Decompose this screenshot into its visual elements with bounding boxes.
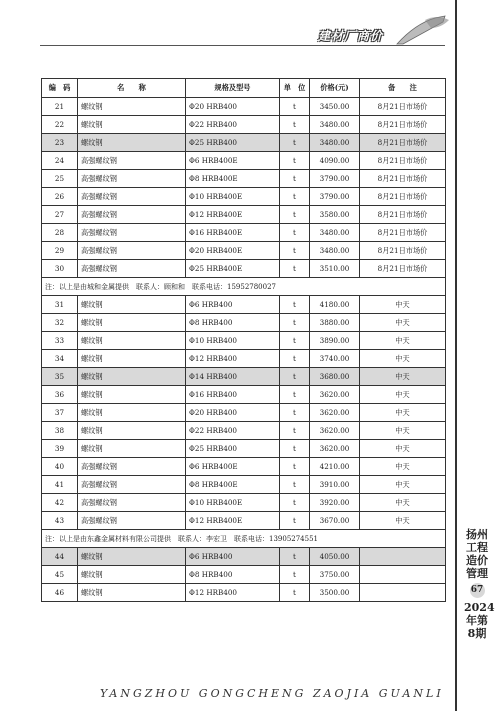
table-row — [42, 548, 446, 566]
cell-spec: Φ6 HRB400 — [186, 296, 280, 314]
cell-price: 3790.00 — [310, 170, 360, 188]
cell-note: 中天 — [360, 368, 446, 386]
table-row — [42, 242, 446, 260]
cell-code: 44 — [42, 548, 78, 566]
cell-code: 37 — [42, 404, 78, 422]
cell-note — [360, 584, 446, 602]
cell-price: 3480.00 — [310, 224, 360, 242]
cell-code: 26 — [42, 188, 78, 206]
cell-code: 22 — [42, 116, 78, 134]
cell-code: 31 — [42, 296, 78, 314]
cell-unit: t — [280, 440, 310, 458]
table-row — [42, 404, 446, 422]
table-row — [42, 422, 446, 440]
cell-name: 螺纹钢 — [78, 566, 186, 584]
cell-name: 螺纹钢 — [78, 314, 186, 332]
cell-name: 螺纹钢 — [78, 584, 186, 602]
cell-unit: t — [280, 368, 310, 386]
cell-name: 高强螺纹钢 — [78, 188, 186, 206]
cell-code: 38 — [42, 422, 78, 440]
cell-unit: t — [280, 332, 310, 350]
cell-note: 中天 — [360, 386, 446, 404]
cell-note: 8月21日市场价 — [360, 98, 446, 116]
cell-unit: t — [280, 206, 310, 224]
cell-spec: Φ6 HRB400E — [186, 152, 280, 170]
cell-name: 高强螺纹钢 — [78, 224, 186, 242]
cell-name: 高强螺纹钢 — [78, 476, 186, 494]
cell-note: 中天 — [360, 494, 446, 512]
cell-name: 螺纹钢 — [78, 422, 186, 440]
cell-name: 螺纹钢 — [78, 116, 186, 134]
cell-name: 螺纹钢 — [78, 368, 186, 386]
table-row — [42, 98, 446, 116]
cell-spec: Φ8 HRB400E — [186, 170, 280, 188]
cell-code: 46 — [42, 584, 78, 602]
cell-spec: Φ8 HRB400 — [186, 314, 280, 332]
table-row — [42, 440, 446, 458]
cell-note: 中天 — [360, 476, 446, 494]
cell-price: 3620.00 — [310, 386, 360, 404]
cell-code: 32 — [42, 314, 78, 332]
cell-note: 中天 — [360, 422, 446, 440]
supplier-note: 注：以上是由城和金属提供 联系人：顾和和 联系电话：15952780027 — [42, 278, 446, 296]
cell-code: 34 — [42, 350, 78, 368]
cell-unit: t — [280, 548, 310, 566]
cell-note: 8月21日市场价 — [360, 152, 446, 170]
cell-spec: Φ25 HRB400 — [186, 440, 280, 458]
cell-spec: Φ20 HRB400 — [186, 98, 280, 116]
cell-name: 螺纹钢 — [78, 386, 186, 404]
cell-price: 4180.00 — [310, 296, 360, 314]
cell-name: 螺纹钢 — [78, 404, 186, 422]
cell-price: 3920.00 — [310, 494, 360, 512]
cell-note: 8月21日市场价 — [360, 260, 446, 278]
header-rule — [40, 45, 445, 46]
cell-spec: Φ10 HRB400E — [186, 494, 280, 512]
cell-note: 中天 — [360, 296, 446, 314]
cell-unit: t — [280, 458, 310, 476]
cell-spec: Φ16 HRB400 — [186, 386, 280, 404]
section-brand-title: 建材厂商价 — [318, 29, 384, 43]
cell-spec: Φ10 HRB400E — [186, 188, 280, 206]
cell-price: 3510.00 — [310, 260, 360, 278]
cell-note: 中天 — [360, 350, 446, 368]
cell-note: 8月21日市场价 — [360, 206, 446, 224]
cell-name: 高强螺纹钢 — [78, 170, 186, 188]
cell-unit: t — [280, 224, 310, 242]
supplier-note-row — [42, 278, 446, 296]
table-row — [42, 170, 446, 188]
cell-spec: Φ12 HRB400E — [186, 512, 280, 530]
table-row — [42, 314, 446, 332]
cell-unit: t — [280, 494, 310, 512]
cell-price: 3790.00 — [310, 188, 360, 206]
cell-unit: t — [280, 350, 310, 368]
supplier-note-row — [42, 530, 446, 548]
cell-note: 8月21日市场价 — [360, 134, 446, 152]
cell-note: 中天 — [360, 404, 446, 422]
table-row — [42, 584, 446, 602]
cell-spec: Φ10 HRB400 — [186, 332, 280, 350]
cell-name: 高强螺纹钢 — [78, 152, 186, 170]
footer-pinyin: YANGZHOU GONGCHENG ZAOJIA GUANLI — [100, 687, 444, 700]
cell-name: 螺纹钢 — [78, 98, 186, 116]
cell-price: 3450.00 — [310, 98, 360, 116]
table-row — [42, 206, 446, 224]
cell-name: 高强螺纹钢 — [78, 494, 186, 512]
cell-unit: t — [280, 134, 310, 152]
col-header-code: 编 码 — [42, 79, 78, 98]
side-rule — [455, 0, 457, 711]
cell-code: 43 — [42, 512, 78, 530]
cell-unit: t — [280, 152, 310, 170]
cell-code: 41 — [42, 476, 78, 494]
cell-price: 3750.00 — [310, 566, 360, 584]
cell-code: 28 — [42, 224, 78, 242]
cell-spec: Φ8 HRB400 — [186, 566, 280, 584]
cell-spec: Φ22 HRB400 — [186, 422, 280, 440]
cell-code: 39 — [42, 440, 78, 458]
cell-price: 3480.00 — [310, 134, 360, 152]
cell-note: 8月21日市场价 — [360, 188, 446, 206]
table-row — [42, 566, 446, 584]
cell-unit: t — [280, 98, 310, 116]
col-header-price: 价格(元) — [310, 79, 360, 98]
table-row — [42, 458, 446, 476]
cell-name: 高强螺纹钢 — [78, 242, 186, 260]
cell-note — [360, 548, 446, 566]
cell-unit: t — [280, 422, 310, 440]
cell-price: 4090.00 — [310, 152, 360, 170]
cell-code: 23 — [42, 134, 78, 152]
cell-name: 高强螺纹钢 — [78, 458, 186, 476]
side-caption — [464, 528, 495, 640]
cell-price: 4050.00 — [310, 548, 360, 566]
cell-code: 45 — [42, 566, 78, 584]
cell-price: 3880.00 — [310, 314, 360, 332]
table-row — [42, 368, 446, 386]
cell-price: 3480.00 — [310, 116, 360, 134]
table-row — [42, 152, 446, 170]
cell-unit: t — [280, 404, 310, 422]
cell-code: 30 — [42, 260, 78, 278]
cell-spec: Φ20 HRB400 — [186, 404, 280, 422]
cell-spec: Φ14 HRB400 — [186, 368, 280, 386]
cell-spec: Φ6 HRB400 — [186, 548, 280, 566]
cell-price: 4210.00 — [310, 458, 360, 476]
cell-unit: t — [280, 314, 310, 332]
cell-spec: Φ25 HRB400E — [186, 260, 280, 278]
cell-code: 25 — [42, 170, 78, 188]
table-row — [42, 512, 446, 530]
table-row — [42, 116, 446, 134]
table-row — [42, 386, 446, 404]
table-row — [42, 188, 446, 206]
cell-spec: Φ12 HRB400 — [186, 350, 280, 368]
cell-unit: t — [280, 188, 310, 206]
pen-illustration-icon — [395, 14, 450, 46]
col-header-note: 备 注 — [360, 79, 446, 98]
cell-price: 3910.00 — [310, 476, 360, 494]
cell-spec: Φ25 HRB400 — [186, 134, 280, 152]
cell-note: 中天 — [360, 332, 446, 350]
table-row — [42, 260, 446, 278]
supplier-note: 注：以上是由东鑫金属材料有限公司提供 联系人：李宏卫 联系电话：13905274551 — [42, 530, 446, 548]
cell-note: 中天 — [360, 458, 446, 476]
cell-code: 21 — [42, 98, 78, 116]
cell-unit: t — [280, 584, 310, 602]
cell-unit: t — [280, 476, 310, 494]
col-header-name: 名 称 — [78, 79, 186, 98]
cell-name: 螺纹钢 — [78, 296, 186, 314]
table-row — [42, 476, 446, 494]
cell-name: 高强螺纹钢 — [78, 512, 186, 530]
cell-name: 高强螺纹钢 — [78, 260, 186, 278]
cell-note: 8月21日市场价 — [360, 116, 446, 134]
cell-spec: Φ6 HRB400E — [186, 458, 280, 476]
cell-name: 螺纹钢 — [78, 332, 186, 350]
cell-price: 3740.00 — [310, 350, 360, 368]
table-row — [42, 332, 446, 350]
cell-note: 中天 — [360, 314, 446, 332]
cell-unit: t — [280, 296, 310, 314]
cell-spec: Φ22 HRB400 — [186, 116, 280, 134]
cell-name: 螺纹钢 — [78, 440, 186, 458]
cell-name: 螺纹钢 — [78, 548, 186, 566]
cell-spec: Φ16 HRB400E — [186, 224, 280, 242]
cell-unit: t — [280, 116, 310, 134]
cell-note: 8月21日市场价 — [360, 170, 446, 188]
cell-price: 3890.00 — [310, 332, 360, 350]
cell-unit: t — [280, 566, 310, 584]
col-header-spec: 规格及型号 — [186, 79, 280, 98]
table-header-row — [42, 79, 446, 98]
price-table — [41, 78, 446, 602]
cell-code: 42 — [42, 494, 78, 512]
cell-code: 36 — [42, 386, 78, 404]
cell-price: 3500.00 — [310, 584, 360, 602]
table-row — [42, 494, 446, 512]
cell-code: 24 — [42, 152, 78, 170]
cell-code: 40 — [42, 458, 78, 476]
cell-price: 3480.00 — [310, 242, 360, 260]
cell-name: 高强螺纹钢 — [78, 206, 186, 224]
cell-price: 3580.00 — [310, 206, 360, 224]
magazine-title: 扬州工程造价管理 — [466, 528, 488, 580]
cell-code: 33 — [42, 332, 78, 350]
issue-label: 2024年第8期 — [464, 601, 495, 640]
cell-price: 3620.00 — [310, 440, 360, 458]
cell-code: 27 — [42, 206, 78, 224]
col-header-unit: 单 位 — [280, 79, 310, 98]
cell-note: 8月21日市场价 — [360, 242, 446, 260]
cell-name: 螺纹钢 — [78, 350, 186, 368]
cell-price: 3620.00 — [310, 422, 360, 440]
page-number: 67 — [470, 583, 485, 598]
cell-price: 3620.00 — [310, 404, 360, 422]
cell-note: 8月21日市场价 — [360, 224, 446, 242]
cell-spec: Φ8 HRB400E — [186, 476, 280, 494]
cell-price: 3670.00 — [310, 512, 360, 530]
cell-note — [360, 566, 446, 584]
table-row — [42, 134, 446, 152]
cell-unit: t — [280, 512, 310, 530]
cell-code: 35 — [42, 368, 78, 386]
cell-unit: t — [280, 242, 310, 260]
cell-spec: Φ12 HRB400 — [186, 584, 280, 602]
table-row — [42, 350, 446, 368]
cell-unit: t — [280, 170, 310, 188]
table-row — [42, 296, 446, 314]
cell-spec: Φ12 HRB400E — [186, 206, 280, 224]
cell-code: 29 — [42, 242, 78, 260]
cell-unit: t — [280, 260, 310, 278]
table-row — [42, 224, 446, 242]
cell-note: 中天 — [360, 512, 446, 530]
cell-name: 螺纹钢 — [78, 134, 186, 152]
cell-note: 中天 — [360, 440, 446, 458]
cell-price: 3680.00 — [310, 368, 360, 386]
cell-unit: t — [280, 386, 310, 404]
cell-spec: Φ20 HRB400E — [186, 242, 280, 260]
